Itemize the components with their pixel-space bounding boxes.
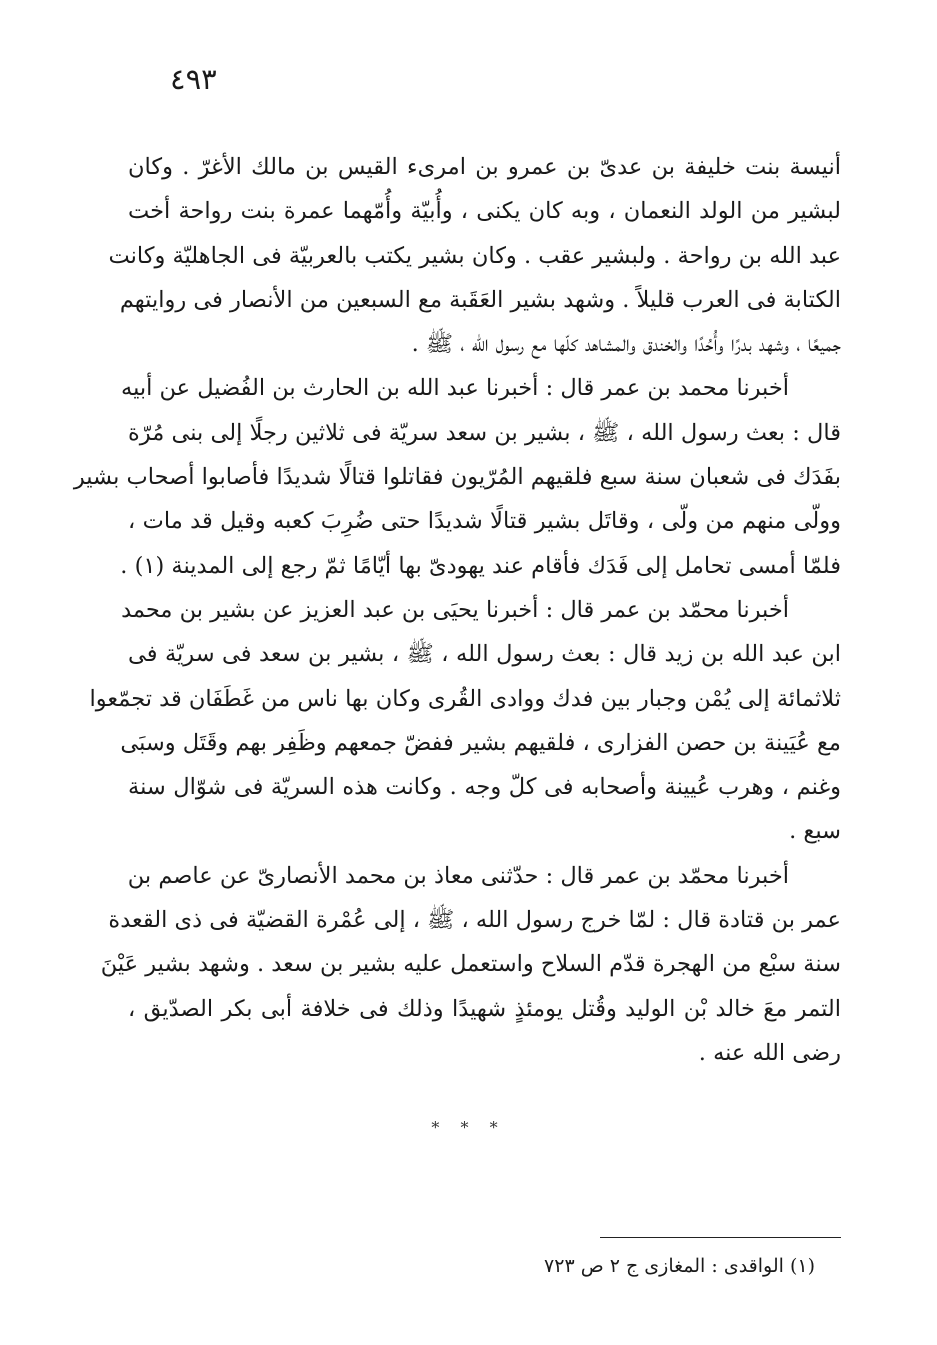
footnote: (١) الواقدى : المغازى ج ٢ ص ٧٢٣: [544, 1255, 815, 1277]
text-line: أخبرنا محمّد بن عمر قال : حدّثنى معاذ بن محمد الأنصارىّ عن عاصم بن: [127, 862, 789, 889]
text-line: جميعًا ، وشهد بدرًا وأُحُدًا والخندق والمشاهد كلّها مع رسول الله ، ﷺ .: [411, 331, 841, 358]
text-line: لبشير من الولد النعمان ، وبه كان يكنى ، وأُبيّة وأُمّهما عمرة بنت رواحة أخت: [128, 198, 841, 225]
text-line: رضى الله عنه .: [698, 1039, 841, 1066]
text-line: فلمّا أمسى تحامل إلى فَدَك فأقام عند يهودىّ بها أيّامًا ثمّ رجع إلى المدينة (١) .: [120, 552, 841, 579]
section-separator: * * *: [431, 1118, 506, 1137]
text-line: أخبرنا محمّد بن عمر قال : أخبرنا يحيَى بن عبد العزيز عن بشير بن محمد: [121, 596, 789, 623]
text-line: سبع .: [789, 818, 841, 845]
text-line: أنيسة بنت خليفة بن عدىّ بن عمرو بن امرىء القيس بن مالك الأغرّ . وكان: [128, 154, 841, 180]
main-text: [73, 145, 841, 1075]
footnote-rule: [600, 1237, 841, 1238]
text-line: سنة سبْع من الهجرة قدّم السلاح واستعمل عليه بشير بن سعد . وشهد بشير عَيْنَ: [100, 951, 841, 978]
text-line: أخبرنا محمد بن عمر قال : أخبرنا عبد الله بن الحارث بن الفُضيل عن أبيه: [121, 375, 789, 402]
text-line: ابن عبد الله بن زيد قال : بعث رسول الله ، ﷺ ، بشير بن سعد فى سريّة فى: [128, 641, 841, 668]
text-line: مع عُيَينة بن حصن الفزارى ، فلقيهم بشير ففضّ جمعهم وظَفِر بهم وقَتَل وسبَى: [120, 729, 841, 756]
text-line: بفَدَك فى شعبان سنة سبع فلقيهم المُرّيون فقاتلوا قتالًا شديدًا فأصابوا أصحاب بشير: [73, 464, 841, 491]
text-line: التمر معَ خالد بْن الوليد وقُتل يومئذٍ شهيدًا وذلك فى خلافة أبى بكر الصدّيق ،: [128, 995, 841, 1022]
text-line: عبد الله بن رواحة . ولبشير عقب . وكان بشير يكتب بالعربيّة فى الجاهليّة وكانت: [108, 242, 841, 269]
page-number: ٤٩٣: [170, 62, 217, 96]
text-line: الكتابة فى العرب قليلاً . وشهد بشير العَقَبة مع السبعين من الأنصار فى روايتهم: [119, 286, 841, 313]
text-line: ثلاثمائة إلى يُمْن وجبار بين فدك ووادى القُرى وكان بها ناس من غَطَفَان قد تجمّعوا: [89, 685, 841, 712]
text-line: وولّى منهم من ولّى ، وقاتَل بشير قتالًا شديدًا حتى ضُرِبَ كعبه وقيل قد مات ،: [128, 508, 841, 535]
text-line: قال : بعث رسول الله ، ﷺ ، بشير بن سعد سريّة فى ثلاثين رجلًا إلى بنى مُرّة: [128, 419, 841, 446]
text-line: وغنم ، وهرب عُيينة وأصحابه فى كلّ وجه . وكانت هذه السريّة فى شوّال سنة: [128, 774, 841, 801]
text-line: عمر بن قتادة قال : لمّا خرج رسول الله ، ﷺ ، إلى عُمْرة القضيّة فى ذى القعدة: [108, 907, 841, 934]
